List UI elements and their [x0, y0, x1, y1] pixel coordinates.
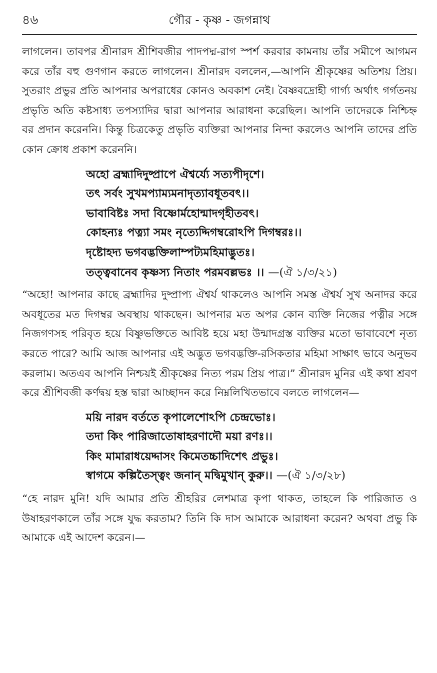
verse-1-line-1: অহো ব্রহ্মাদিদুষ্প্রাপে ঐশ্বর্য্যে সত্যপীদৃশে। — [86, 166, 265, 181]
verse-1-line-3: ভাবাবিষ্টঃ সদা বিষ্ণোর্মহোন্মাদগৃহীতবৎ। — [86, 205, 259, 220]
verse-1-line-4: কোহন্যঃ পত্ন্যা সমং নৃত্যেদ্দিগম্বরোঽপি দিগম্বরঃ।। — [86, 225, 302, 240]
verse-1-line-5: দৃষ্টোহদ্য ভগবদ্ভক্তিলাম্পট্যমহিমাদ্ভুতঃ। — [86, 244, 255, 259]
running-title: গৌর - কৃষ্ণ - জগন্নাথ — [168, 13, 271, 27]
page-header — [22, 10, 417, 34]
verse-2-reference: —(ঐ ১/৩/২৮) — [276, 469, 346, 483]
verse-2-line-1: ময়ি নারদ বর্ততে কৃপালেশোঽপি চেন্দ্রভোঃ। — [86, 409, 276, 424]
sanskrit-verse-2 — [22, 408, 417, 486]
verse-1-line-6 — [86, 263, 417, 283]
verse-2-line-3: কিং মামারাধয়েদ্দাসং কিমেতচ্চাদিশেৎ প্রভুঃ। — [86, 448, 279, 463]
verse-2-line-4 — [86, 466, 417, 486]
verse-2-line-4-text: স্বাগমে কল্পিতৈস্ত্বং জনান্ মদ্বিমুখান্ কুরু।। — [86, 468, 273, 483]
sanskrit-verse-1 — [22, 165, 417, 283]
paragraph-1: লাগলেন। তাবপর শ্রীনারদ শ্রীশিবজীর পাদপদ্ম-রাগ স্পর্শ করবার কামনায় তাঁর সমীপে আগমন করে তাঁর বহু গুণগান করতে লাগলেন। শ্রীনারদ বললেন,—আপনি শ্রীকৃষ্ণের অতিশয় প্রিয়। সুতরাং প্রভুর প্রতি আপনার অপরাধের কোনও অবকাশ নেই। বৈষ্ণবদ্রোহী গার্গ্য অর্থাৎ গর্গতনয় প্রভৃতি অতি কষ্টসাধ্য তপস্যাদির দ্বারা আপনার আরাধনা করেছিল। আপনি তাদেরকে নিশ্চিহ্ন বর প্রদান করেননি। কিন্তু চিত্রকেতু প্রভৃতি ব্যক্তিরা আপনার নিন্দা করলেও আপনি তাদের প্রতি কোন ক্রোধ প্রকাশ করেননি। — [22, 46, 417, 156]
verse-1-line-6-text: তত্ত্ববানেব কৃষ্ণস্য নিতাং পরমবল্লভঃ ।। — [86, 264, 265, 279]
verse-1-reference: —(ঐ ১/৩/২১) — [268, 265, 338, 279]
verse-1-line-2: তৎ সর্বং সুখমপ্যাম্যমনাদৃত্যাবধূতবৎ।। — [86, 186, 250, 201]
verse-2-line-2: তদা কিং পারিজাতোষাহরণাদৌ ময়া রণঃ।। — [86, 429, 273, 444]
header-rule — [22, 34, 417, 35]
paragraph-3: “হে নারদ মুনি! যদি আমার প্রতি শ্রীহরির লেশমাত্র কৃপা থাকত, তাহলে কি পারিজাত ও উষাহরণকালে তাঁর সঙ্গে যুদ্ধ করতাম? তিনি কি দাস আমাকে আরাধনা করেন? অথবা প্রভু কি আমাকে এই আদেশ করেন।— — [22, 493, 417, 545]
paragraph-2: “অহো! আপনার কাছে ব্রহ্মাদির দুষ্প্রাপ্য ঐশ্বর্য থাকলেও আপনি সমস্ত ঐশ্বর্য সুখ অনাদর করে অবধূতের মত দিগম্বর অবস্থায় থাকছেন। আপনার মত অপর কোন ব্যক্তি নিজের পত্নীর সঙ্গে নিজগণসহ পরিবৃত হয়ে বিষ্ণুভক্তিতে আবিষ্ট হয়ে মহা উন্মাদগ্রস্ত ব্যক্তির মতো ভাবাবেশে নৃত্য করতে পারে? আমি আজ আপনার এই অদ্ভুত ভগবদ্ভক্তি-রসিকতার মহিমা সাক্ষাৎ ভাবে অনুভব করলাম। অতএব আপনি নিশ্চয়ই শ্রীকৃষ্ণের নিত্য পরম প্রিয় পাত্র।” শ্রীনারদ মুনির এই কথা শ্রবণ করে শ্রীশিবজী কর্ণদ্বয় হস্ত দ্বারা আচ্ছাদন করে নিম্নলিখিতভাবে বলতে লাগলেন— — [22, 289, 417, 400]
page-number: ৪৬ — [22, 12, 39, 27]
